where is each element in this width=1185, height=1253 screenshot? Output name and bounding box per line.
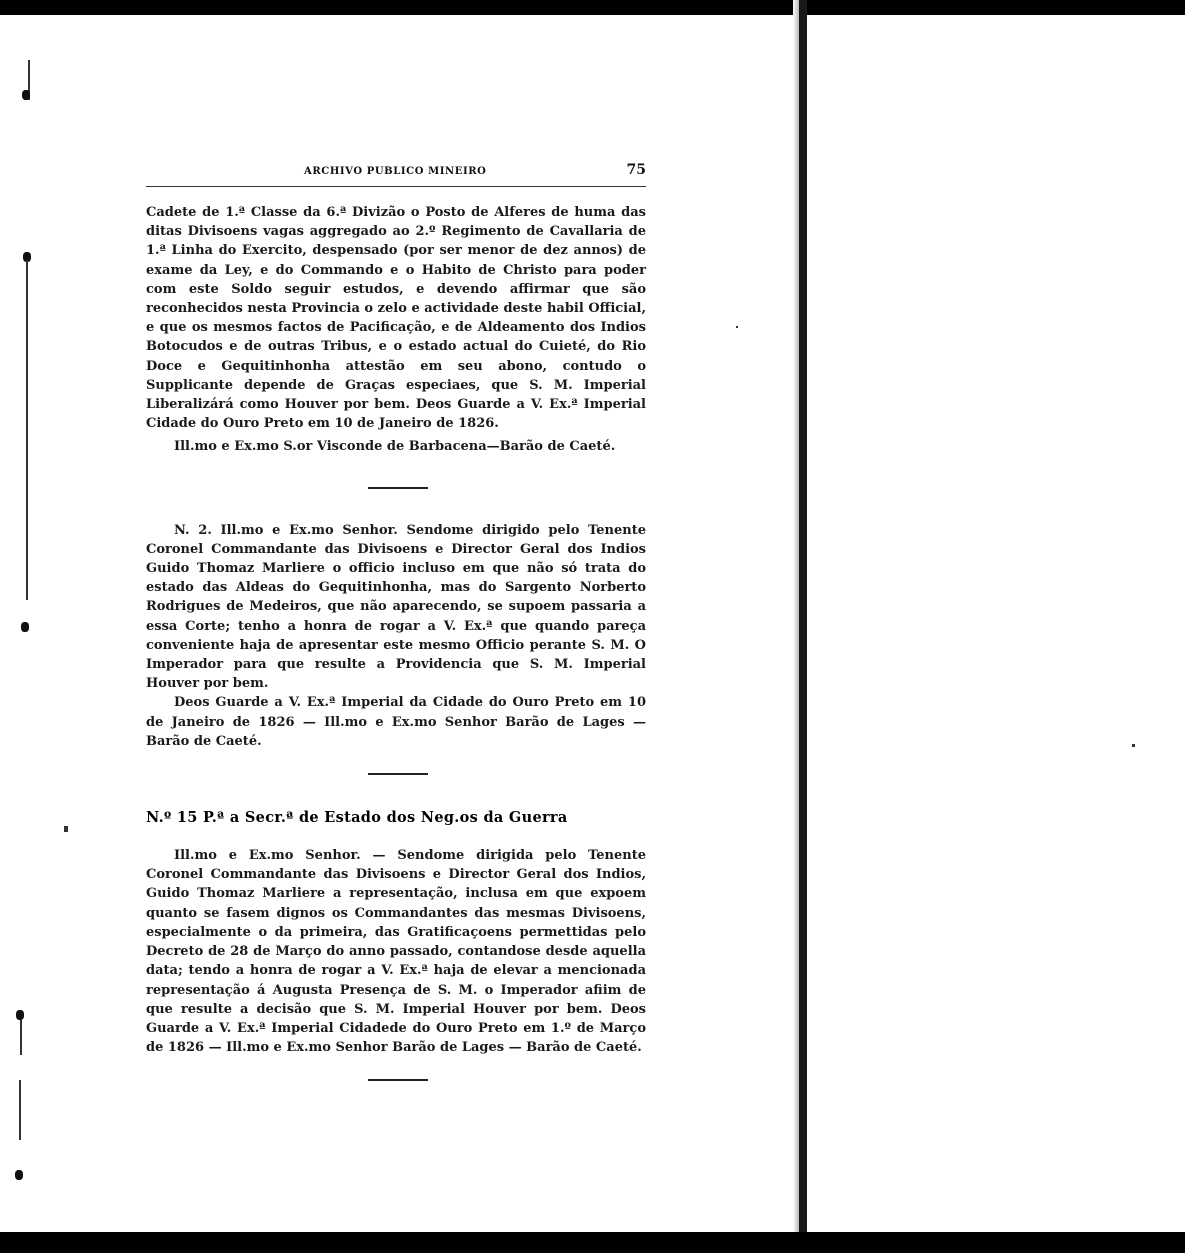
- document-heading: N.º 15 P.ª a Secr.ª de Estado dos Neg.os da Guerra: [146, 809, 568, 827]
- edge-mark: [26, 260, 28, 600]
- running-head: [146, 160, 646, 187]
- page-number: 75: [626, 162, 646, 178]
- letter-2-closing: Deos Guarde a V. Ex.ª Imperial da Cidade do Ouro Preto em 10 de Janeiro de 1826 — Ill.mo e Ex.mo Senhor Barão de Lages — Barão de Caeté.: [146, 695, 646, 749]
- speck: [64, 826, 68, 832]
- book-gutter: [799, 0, 807, 1253]
- speck: [736, 326, 738, 328]
- letter-1-body: Cadete de 1.ª Classe da 6.ª Divizão o Posto de Alferes de huma das ditas Divisoens vagas aggregado ao 2.º Regimento de Cavallaria de 1.ª Linha do Exercito, despensado (por ser menor de dez annos) de exame da Ley, e do Commando e o Habito de Christo para poder com este Soldo seguir estudos, e devendo affirmar que são reconhecidos nesta Provincia o zelo e actividade deste habil Official, e que os mesmos factos de Pacificação, e de Aldeamento dos Indios Botocudos e de outras Tribus, e o estado actual do Cuieté, do Rio Doce e Gequitinhonha attestão em seu abono, contudo o Supplicante depende de Graças especiaes, que S. M. Imperial Liberalizárá como Houver por bem. Deos Guarde a V. Ex.ª Imperial Cidade do Ouro Preto em 10 de Janeiro de 1826.: [146, 205, 646, 432]
- edge-mark: [22, 90, 30, 100]
- scan-border-top: [0, 0, 1185, 15]
- edge-mark: [21, 622, 29, 632]
- running-head-title: ARCHIVO PUBLICO MINEIRO: [304, 166, 487, 177]
- letter-2-body: N. 2. Ill.mo e Ex.mo Senhor. Sendome dirigido pelo Tenente Coronel Commandante das Divisoens e Director Geral dos Indios Guido Thomaz Marliere o officio incluso em que não só trata do estado das Aldeas do Gequitinhonha, mas do Sargento Norberto Rodrigues de Medeiros, que não aparecendo, se supoem passaria a essa Corte; tenho a honra de rogar a V. Ex.ª que quando pareça conveniente haja de apresentar este mesmo Officio perante S. M. O Imperador para que resulte a Providencia que S. M. Imperial Houver por bem.: [146, 522, 646, 692]
- edge-mark: [20, 1020, 22, 1055]
- page: [146, 160, 646, 1081]
- speck: [1132, 744, 1135, 747]
- edge-mark: [19, 1080, 21, 1140]
- scan-border-bottom: [0, 1232, 1185, 1253]
- edge-mark: [15, 1170, 23, 1180]
- edge-mark: [16, 1010, 24, 1020]
- letter-3-body: Ill.mo e Ex.mo Senhor. — Sendome dirigida pelo Tenente Coronel Commandante das Divisoens e Director Geral dos Indios, Guido Thomaz Marliere a representação, inclusa em que expoem quanto se fasem dignos os Commandantes das mesmas Divisoens, especialmente o da primeira, das Gratificaçoens permettidas pelo Decreto de 28 de Março do anno passado, contandose desde aquella data; tendo a honra de rogar a V. Ex.ª haja de elevar a mencionada representação á Augusta Presença de S. M. o Imperador afiim de que resulte a decisão que S. M. Imperial Houver por bem. Deos Guarde a V. Ex.ª Imperial Cidadede do Ouro Preto em 1.º de Março de 1826 — Ill.mo e Ex.mo Senhor Barão de Lages — Barão de Caeté.: [146, 848, 646, 1056]
- letter-1-closing: Ill.mo e Ex.mo S.or Visconde de Barbacena—Barão de Caeté.: [174, 439, 616, 455]
- section-divider: [368, 1079, 428, 1081]
